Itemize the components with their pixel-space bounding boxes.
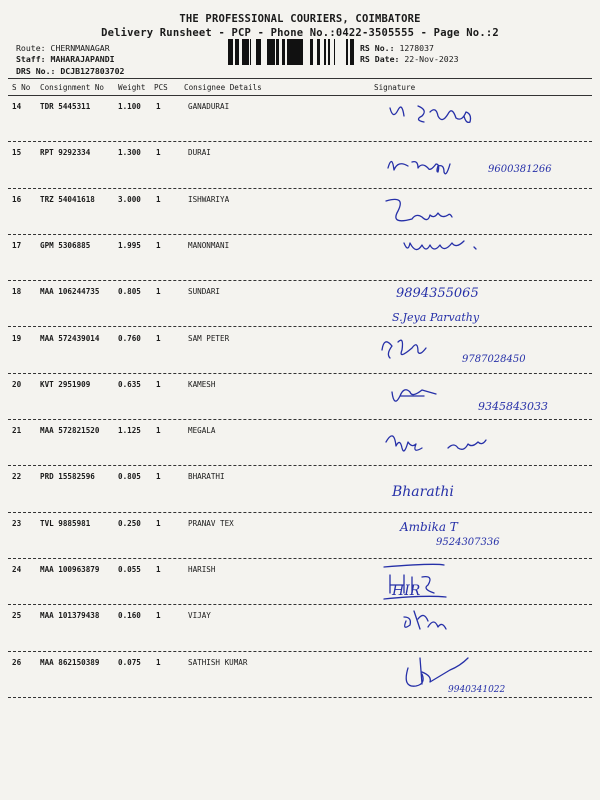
row-divider [8,373,592,374]
weight-cell: 1.995 [118,240,141,250]
row-divider [8,558,592,559]
pcs-cell: 1 [156,472,161,482]
signature-text: HIR [392,583,421,599]
signature-text: Ambika T [400,519,458,534]
weight-cell: 0.805 [118,287,141,297]
signature-mark [378,283,592,329]
weight-cell: 0.250 [118,518,141,528]
consignment-cell: RPT 9292334 [40,148,91,158]
sno-cell: 14 [12,102,22,111]
consignment-cell: MAA 100963879 [40,565,100,574]
rs-number-info [360,43,434,53]
signature-mark [378,515,592,561]
sno-cell: 26 [12,657,22,667]
sno-cell: 21 [12,426,22,436]
sno-cell: 15 [12,148,22,158]
sno-cell: 18 [12,287,22,297]
signature-text: S.Jeya Parvathy [392,311,480,325]
signature-mark [378,654,592,700]
row-divider [8,280,592,281]
weight-cell: 0.055 [118,565,141,574]
consignee-cell: SAM PETER [188,333,230,343]
row-divider [8,697,592,698]
weight-cell: 1.300 [118,148,141,158]
signature-text: 9345843033 [478,399,548,413]
signature-mark [378,422,592,468]
rs-number-value: 1278037 [399,43,434,53]
pcs-cell: 1 [156,102,161,111]
consignee-cell: SUNDARI [188,287,221,297]
sno-cell: 22 [12,472,22,482]
consignment-cell: TVL 9885981 [40,518,91,528]
pcs-cell: 1 [156,240,161,250]
signature-mark [378,468,592,514]
table-row [0,376,600,422]
consignment-cell: MAA 572439014 [40,333,100,343]
weight-cell: 1.125 [118,426,141,436]
pcs-cell: 1 [156,148,161,158]
row-divider [8,512,592,513]
consignee-cell: VIJAY [188,611,211,621]
column-header-sno: S No [12,83,31,92]
signature-mark [378,561,592,607]
signature-mark [378,607,592,653]
company-title: THE PROFESSIONAL COURIERS, COIMBATORE [179,13,421,25]
signature-mark [378,98,592,144]
drs-label: DRS No.: [16,66,56,76]
pcs-cell: 1 [156,333,161,343]
table-row [0,191,600,237]
signature-mark [378,376,592,422]
signature-text: 9894355065 [396,286,479,302]
pcs-cell: 1 [156,426,161,436]
staff-info [16,54,115,64]
table-row [0,98,600,144]
signature-mark [378,144,592,190]
sno-cell: 19 [12,333,22,343]
consignment-cell: GPM 5306885 [40,240,91,250]
drs-value: DCJB127803702 [60,66,125,76]
column-header-pcs: PCS [154,83,168,92]
consignee-cell: MEGALA [188,426,216,436]
table-row [0,468,600,514]
consignment-cell: MAA 101379438 [40,611,100,621]
table-row [0,561,600,607]
signature-mark [378,191,592,237]
weight-cell: 3.000 [118,194,141,204]
signature-text: 9787028450 [462,353,526,365]
weight-cell: 1.100 [118,102,141,111]
row-divider [8,326,592,327]
row-divider [8,188,592,189]
barcode-image [228,39,356,65]
signature-text: Bharathi [392,484,454,501]
weight-cell: 0.160 [118,611,141,621]
table-row [0,422,600,468]
sno-cell: 23 [12,518,22,528]
pcs-cell: 1 [156,194,161,204]
sno-cell: 25 [12,611,22,621]
consignment-cell: TRZ 54041618 [40,194,95,204]
pcs-cell: 1 [156,379,161,389]
table-row [0,237,600,283]
consignee-cell: GANADURAI [188,102,230,111]
table-row [0,654,600,700]
signature-mark [378,237,592,283]
drs-info [16,66,124,76]
consignee-cell: SATHISH KUMAR [188,657,248,667]
pcs-cell: 1 [156,287,161,297]
weight-cell: 0.760 [118,333,141,343]
rs-number-label: RS No.: [360,43,395,53]
consignment-cell: MAA 572821520 [40,426,100,436]
rs-date-info [360,54,459,64]
consignee-cell: HARISH [188,565,216,574]
pcs-cell: 1 [156,611,161,621]
consignee-cell: PRANAV TEX [188,518,234,528]
consignee-cell: BHARATHI [188,472,225,482]
runsheet-subtitle: Delivery Runsheet - PCP - Phone No.:0422-3505555 - Page No.:2 [101,27,499,39]
table-row [0,607,600,653]
header-top-rule [8,78,592,79]
column-header-weight: Weight [118,83,146,92]
signature-text: 9940341022 [448,684,506,695]
row-divider [8,465,592,466]
pcs-cell: 1 [156,565,161,574]
row-divider [8,604,592,605]
rs-date-label: RS Date: [360,54,400,64]
consignee-cell: DURAI [188,148,211,158]
row-divider [8,419,592,420]
row-divider [8,651,592,652]
route-info [16,43,110,53]
consignee-cell: KAMESH [188,379,216,389]
header-bottom-rule [8,95,592,96]
weight-cell: 0.075 [118,657,141,667]
weight-cell: 0.635 [118,379,141,389]
row-divider [8,141,592,142]
table-row [0,283,600,329]
pcs-cell: 1 [156,657,161,667]
sno-cell: 16 [12,194,22,204]
signature-mark [378,330,592,376]
consignment-cell: TDR 5445311 [40,102,91,111]
sno-cell: 24 [12,565,22,574]
rs-date-value: 22-Nov-2023 [404,54,459,64]
sno-cell: 20 [12,379,22,389]
route-value: CHERNMANAGAR [50,43,110,53]
consignment-cell: KVT 2951909 [40,379,91,389]
sno-cell: 17 [12,240,22,250]
table-row [0,330,600,376]
staff-value: MAHARAJAPANDI [50,54,115,64]
row-divider [8,234,592,235]
column-header-consignment: Consignment No [40,83,105,92]
consignee-cell: MANONMANI [188,240,230,250]
signature-text: 9600381266 [488,164,552,176]
route-label: Route: [16,43,46,53]
column-header-signature: Signature [374,83,416,92]
weight-cell: 0.805 [118,472,141,482]
staff-label: Staff: [16,54,46,64]
table-row [0,515,600,561]
table-row [0,144,600,190]
pcs-cell: 1 [156,518,161,528]
consignment-cell: PRD 15582596 [40,472,95,482]
consignment-cell: MAA 862150389 [40,657,100,667]
consignee-cell: ISHWARIYA [188,194,230,204]
consignment-cell: MAA 106244735 [40,287,100,297]
column-header-consignee: Consignee Details [184,83,262,92]
signature-text: 9524307336 [436,536,500,548]
